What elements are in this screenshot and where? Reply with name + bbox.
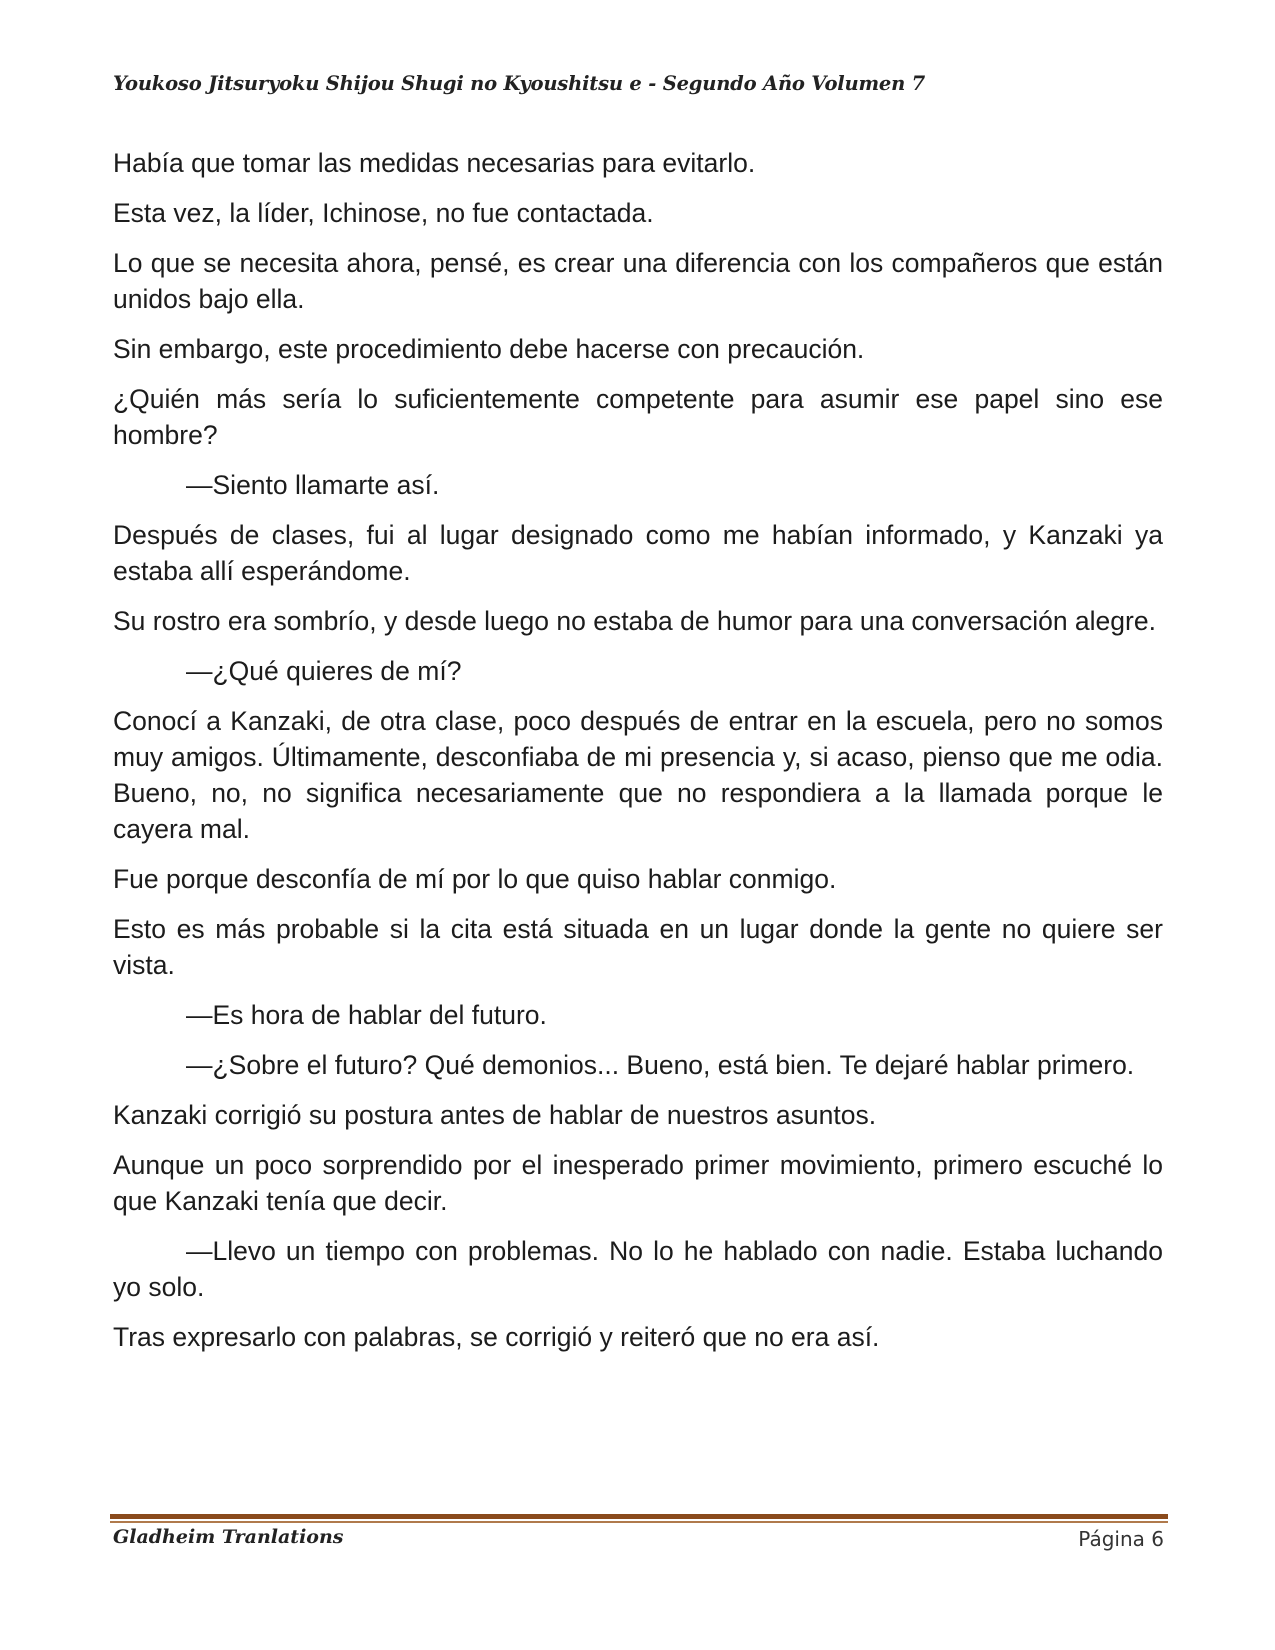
paragraph: ¿Quién más sería lo suficientemente competente para asumir ese papel sino ese hombre?	[113, 384, 1163, 450]
footer-rule-thin	[110, 1521, 1168, 1523]
paragraph: Aunque un poco sorprendido por el inesperado primer movimiento, primero escuché lo que Kanzaki tenía que decir.	[113, 1150, 1163, 1216]
body-text	[113, 145, 1163, 1369]
paragraph: Después de clases, fui al lugar designado como me habían informado, y Kanzaki ya estaba allí esperándome.	[113, 520, 1163, 586]
paragraph: Esta vez, la líder, Ichinose, no fue contactada.	[113, 198, 654, 228]
footer-publisher: Gladheim Tranlations	[113, 1526, 344, 1548]
page-number	[1078, 1527, 1164, 1551]
footer-rule	[110, 1514, 1168, 1519]
dialog-line: —¿Qué quieres de mí?	[186, 656, 462, 686]
paragraph: Tras expresarlo con palabras, se corrigió y reiteró que no era así.	[113, 1322, 880, 1352]
running-header-title: Youkoso Jitsuryoku Shijou Shugi no Kyoushitsu e - Segundo Año Volumen 7	[113, 72, 926, 95]
dialog-line: —Llevo un tiempo con problemas. No lo he hablado con nadie. Estaba luchando yo solo.	[113, 1236, 1163, 1302]
paragraph: Sin embargo, este procedimiento debe hacerse con precaución.	[113, 334, 865, 364]
dialog-line: —Es hora de hablar del futuro.	[186, 1000, 547, 1030]
paragraph: Fue porque desconfía de mí por lo que quiso hablar conmigo.	[113, 864, 837, 894]
paragraph: Su rostro era sombrío, y desde luego no estaba de humor para una conversación alegre.	[113, 606, 1156, 636]
page-label: Página	[1078, 1527, 1145, 1551]
dialog-line: —¿Sobre el futuro? Qué demonios... Bueno, está bien. Te dejaré hablar primero.	[186, 1050, 1135, 1080]
paragraph: Había que tomar las medidas necesarias para evitarlo.	[113, 148, 756, 178]
paragraph: Lo que se necesita ahora, pensé, es crear una diferencia con los compañeros que están unidos bajo ella.	[113, 248, 1163, 314]
paragraph: Esto es más probable si la cita está situada en un lugar donde la gente no quiere ser vista.	[113, 914, 1163, 980]
paragraph: Kanzaki corrigió su postura antes de hablar de nuestros asuntos.	[113, 1100, 877, 1130]
dialog-line: —Siento llamarte así.	[186, 470, 440, 500]
page-number-value: 6	[1151, 1527, 1164, 1551]
paragraph: Conocí a Kanzaki, de otra clase, poco después de entrar en la escuela, pero no somos muy amigos. Últimamente, desconfiaba de mi presencia y, si acaso, pienso que me odia. Bueno, no, no significa necesariamente que no respondiera a la llamada porque le cayera mal.	[113, 706, 1163, 844]
